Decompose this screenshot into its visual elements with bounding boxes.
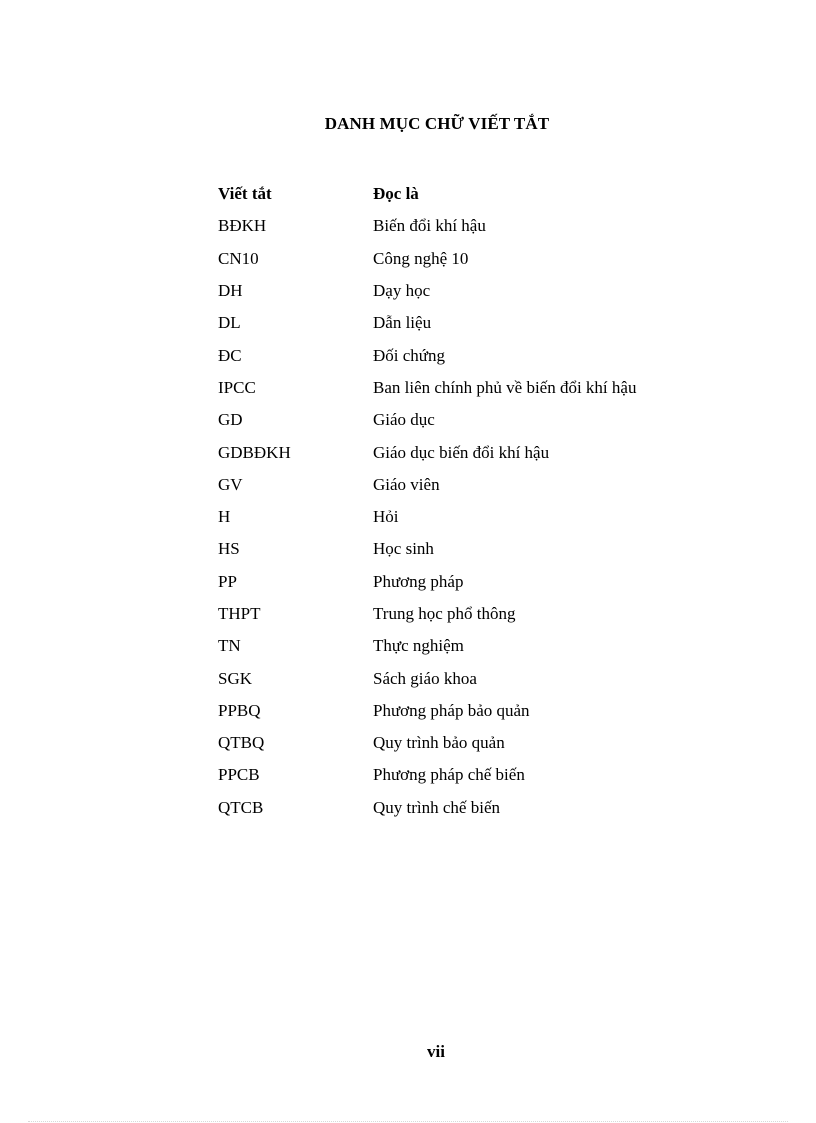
meaning-cell: Học sinh (373, 539, 434, 559)
table-row (218, 372, 698, 404)
meaning-cell: Dẫn liệu (373, 313, 432, 333)
meaning-cell: Giáo dục biến đổi khí hậu (373, 442, 550, 462)
abbreviation-cell: QTBQ (218, 733, 265, 753)
table-row (218, 404, 698, 436)
table-row (218, 598, 698, 630)
meaning-cell: Hỏi (373, 507, 399, 527)
page-title: DANH MỤC CHỮ VIẾT TẮT (324, 114, 550, 133)
abbreviation-cell: ĐC (218, 345, 242, 365)
meaning-cell: Quy trình chế biến (373, 797, 500, 817)
abbreviation-cell: H (218, 507, 231, 527)
table-row (218, 695, 698, 727)
abbreviation-cell: HS (218, 539, 240, 559)
page-number: vii (427, 1042, 445, 1061)
header-abbreviation: Viết tắt (218, 184, 272, 204)
abbreviation-cell: PPBQ (218, 700, 261, 720)
table-row (218, 469, 698, 501)
table-row (218, 727, 698, 759)
table-row (218, 662, 698, 694)
table-row (218, 533, 698, 565)
abbreviation-cell: GV (218, 474, 243, 494)
table-header-row (218, 178, 698, 210)
abbreviation-cell: PP (218, 571, 237, 591)
table-row (218, 307, 698, 339)
meaning-cell: Thực nghiệm (373, 636, 464, 656)
table-row (218, 630, 698, 662)
meaning-cell: Ban liên chính phủ về biến đổi khí hậu (373, 377, 637, 397)
table-row (218, 566, 698, 598)
abbreviation-cell: TN (218, 636, 241, 656)
abbreviation-cell: CN10 (218, 248, 259, 268)
footer-divider (28, 1121, 788, 1122)
header-meaning: Đọc là (373, 184, 419, 204)
abbreviation-table (218, 178, 698, 824)
meaning-cell: Quy trình bảo quản (373, 733, 505, 753)
table-body (218, 210, 698, 824)
abbreviation-cell: SGK (218, 668, 253, 688)
abbreviation-cell: DL (218, 313, 241, 333)
abbreviation-cell: DH (218, 281, 243, 301)
table-row (218, 339, 698, 371)
abbreviation-cell: PPCB (218, 765, 260, 785)
table-row (218, 436, 698, 468)
meaning-cell: Phương pháp (373, 571, 464, 591)
meaning-cell: Sách giáo khoa (373, 668, 477, 688)
meaning-cell: Giáo viên (373, 474, 440, 494)
table-row (218, 759, 698, 791)
table-row (218, 210, 698, 242)
meaning-cell: Trung học phổ thông (373, 604, 516, 623)
abbreviation-cell: GD (218, 410, 243, 430)
meaning-cell: Dạy học (373, 281, 431, 301)
abbreviation-cell: IPCC (218, 377, 256, 397)
meaning-cell: Giáo dục (373, 410, 435, 430)
table-row (218, 792, 698, 824)
meaning-cell: Biến đổi khí hậu (373, 216, 486, 236)
table-row (218, 243, 698, 275)
abbreviation-cell: QTCB (218, 797, 264, 817)
meaning-cell: Phương pháp chế biến (373, 765, 525, 785)
table-row (218, 275, 698, 307)
meaning-cell: Đối chứng (373, 345, 446, 365)
abbreviation-cell: THPT (218, 604, 261, 623)
abbreviation-cell: BĐKH (218, 216, 267, 236)
meaning-cell: Phương pháp bảo quản (373, 700, 530, 720)
table-row (218, 501, 698, 533)
meaning-cell: Công nghệ 10 (373, 248, 469, 268)
abbreviation-cell: GDBĐKH (218, 442, 291, 462)
